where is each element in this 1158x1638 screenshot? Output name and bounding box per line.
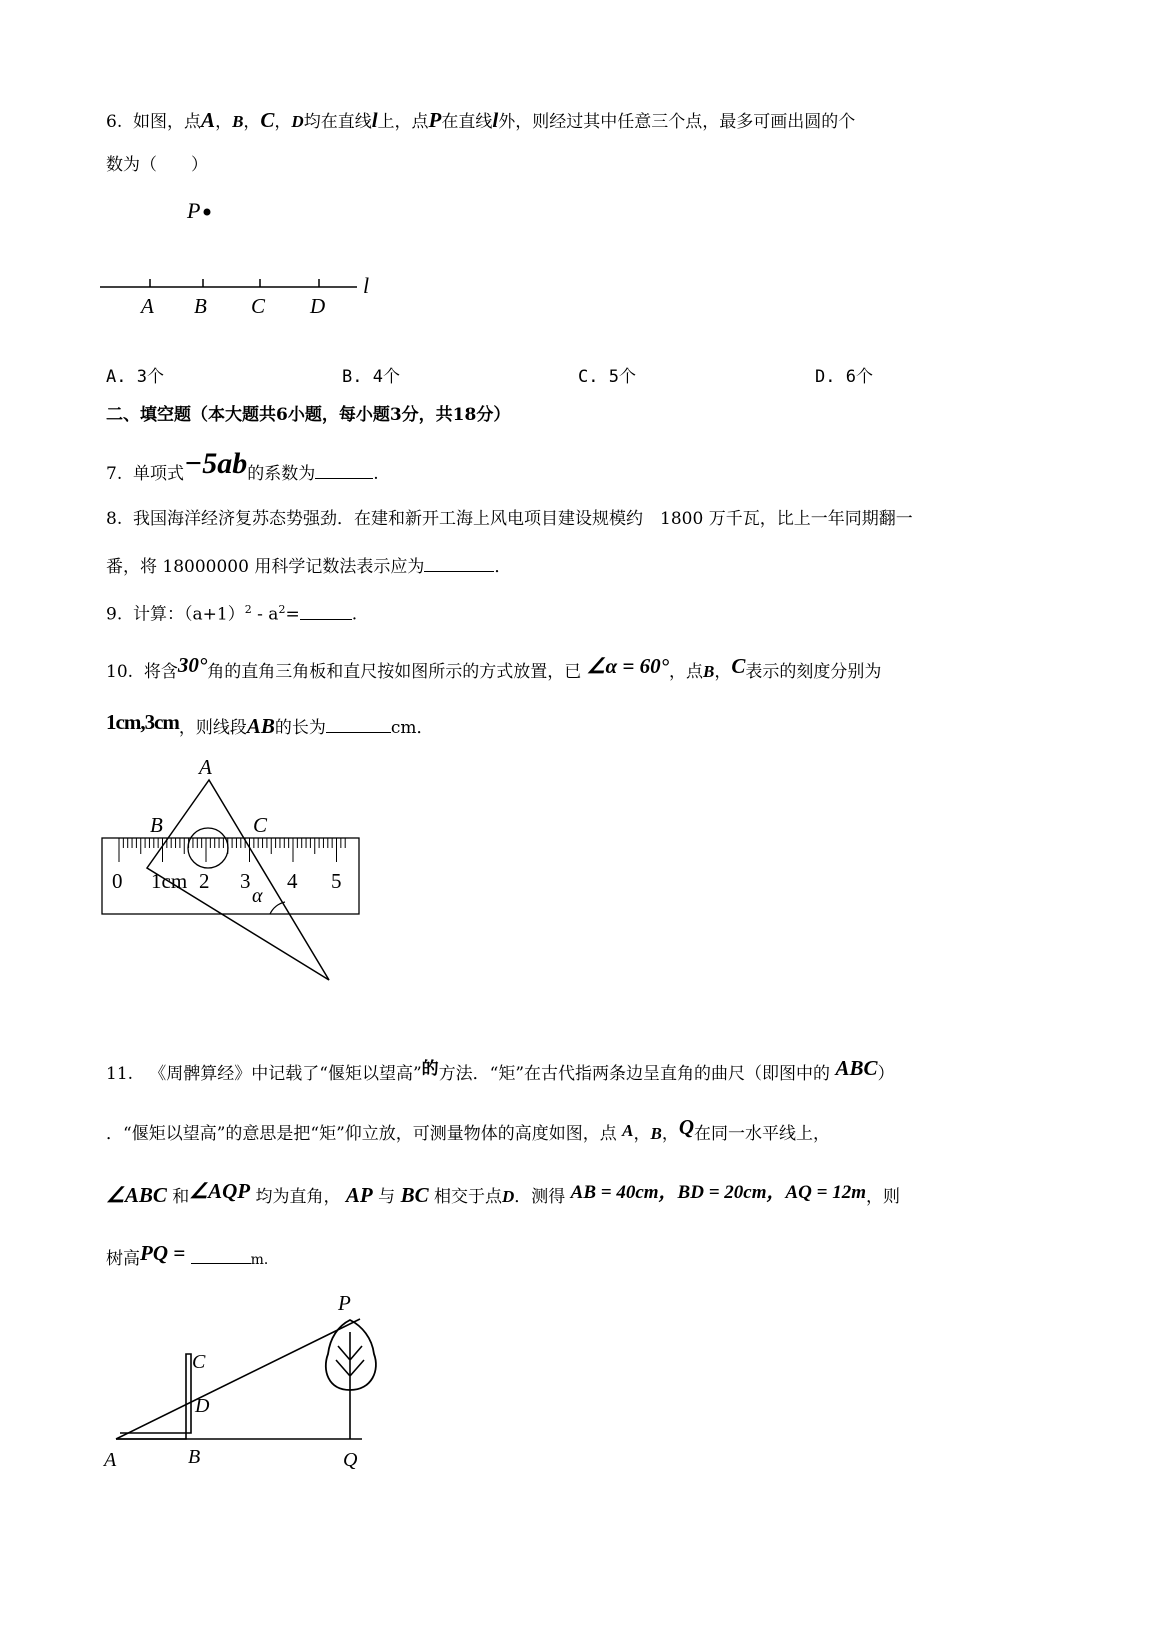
q11-fig-label-b: B [188, 1446, 201, 1468]
q10-text-4: 表示的刻度分别为 [745, 662, 882, 682]
q9-sup-2: 2 [278, 603, 286, 616]
q9-number: 9. [106, 604, 123, 625]
q9-text-1: 计算：（a+1） [133, 604, 245, 625]
q10-values: 1cm,3cm [106, 710, 179, 734]
q11-text-9: ．测得 [514, 1187, 566, 1207]
q6-option-c: C. 5个 [578, 367, 636, 387]
q6-text-6: 数为（ ） [106, 155, 208, 175]
q6-number: 6. [106, 112, 123, 132]
q10-text-3: ，点 [668, 662, 703, 682]
q10-segment-ab: AB [246, 714, 275, 738]
q10-text-1: 将含 [143, 662, 178, 682]
q10-fig-label-b: B [150, 813, 163, 837]
q7-text-1: 单项式 [133, 464, 185, 484]
q10-tick-label-1cm: 1cm [151, 869, 188, 893]
q6-point-a: A [201, 108, 216, 132]
q9-sup-1: 2 [244, 603, 252, 616]
q11-point-a: A [622, 1121, 634, 1140]
q11-pq: PQ = [140, 1241, 186, 1265]
q6-option-a: A. 3个 [106, 367, 164, 387]
q10-tick-label-0: 0 [112, 869, 123, 893]
q11-fig-label-c: C [192, 1351, 206, 1373]
q11-text-4: 在同一水平线上， [694, 1124, 831, 1144]
q9-text-2: - a [251, 604, 279, 625]
q6-fig-p-dot [204, 209, 211, 216]
q10-point-b: B [702, 662, 715, 681]
q7-text-2: 的系数为 [247, 464, 316, 484]
q10-line1 [106, 653, 882, 682]
q10-fig-label-a: A [199, 760, 212, 779]
q10-tick-label-4: 4 [287, 869, 298, 893]
q10-tick-label-5: 5 [331, 869, 342, 893]
q11-line1 [106, 1056, 895, 1084]
q7-end: . [373, 464, 379, 484]
q6-option-d: D. 6个 [815, 367, 873, 387]
q6-line-l2: l [492, 108, 499, 132]
q11-text-1c: 方法．“矩”在古代指两条边呈直角的曲尺（即图中的 [438, 1064, 831, 1084]
q10-point-c: C [731, 654, 746, 678]
q11-text-2: ） [877, 1064, 895, 1084]
q10-fig-label-alpha: α [252, 885, 263, 907]
q6-sep-1: ， [215, 112, 233, 132]
q11-tree-branches [336, 1332, 364, 1390]
q10-fig-label-c: C [253, 813, 268, 837]
q9-line [106, 604, 357, 624]
q10-sep: ， [714, 662, 732, 682]
q6-point-b: B [232, 112, 244, 131]
q6-line2 [106, 157, 208, 174]
q7-line [106, 447, 379, 485]
q6-fig-label-a: A [141, 294, 154, 318]
q6-point-p: P [428, 108, 442, 132]
q11-line-ap [116, 1319, 360, 1439]
q10-text-5: ，则线段 [178, 718, 247, 738]
q11-angle-aqp: ∠AQP [189, 1179, 251, 1203]
q11-fig-label-q: Q [343, 1449, 358, 1471]
q11-unit: m． [250, 1252, 278, 1268]
q7-answer-blank[interactable] [315, 464, 373, 479]
q6-text-4: 在直线 [441, 112, 493, 132]
q6-sep-2: ， [243, 112, 261, 132]
q11-point-q: Q [678, 1115, 695, 1139]
q11-text-1: 《周髀算经》中记载了“偃矩以望高” [149, 1064, 422, 1084]
q9-text-3: = [285, 604, 300, 625]
q6-line-l: l [371, 108, 378, 132]
q7-number: 7. [106, 464, 123, 484]
q11-sep-b: ， [661, 1124, 679, 1144]
q8-text-1: 我国海洋经济复苏态势强劲．在建和新开工海上风电项目建设规模约 1800 万千瓦，比上一年同期翻一 [133, 509, 913, 529]
q6-text-3: 上，点 [377, 112, 429, 132]
q11-text-5: 和 [172, 1187, 190, 1207]
q11-tree-crown [326, 1320, 376, 1390]
q6-fig-label-d: D [310, 294, 326, 318]
q6-point-c: C [260, 108, 275, 132]
q6-fig-label-l: l [363, 273, 370, 298]
q10-number: 10. [106, 662, 134, 682]
q11-fig-label-d: D [195, 1395, 210, 1417]
q8-text-2: 番，将 18000000 用科学记数法表示应为 [106, 557, 425, 577]
q11-text-7: 与 [378, 1187, 396, 1207]
q11-abc: ABC [835, 1056, 878, 1080]
q11-measurements: AB = 40cm，BD = 20cm，AQ = 12m [570, 1182, 866, 1203]
q11-line2 [106, 1115, 831, 1144]
q6-fig-label-c: C [251, 294, 266, 318]
q11-angle-abc: ∠ABC [106, 1183, 167, 1207]
q6-text-5: 外，则经过其中任意三个点，最多可画出圆的个 [498, 112, 856, 132]
q8-line1 [106, 511, 913, 528]
q10-tick-label-2: 2 [199, 869, 210, 893]
q6-fig-label-b: B [194, 294, 207, 318]
q11-text-1b: 的 [421, 1059, 439, 1079]
q10-figure [95, 760, 395, 1020]
q10-text-2: 角的直角三角板和直尺按如图所示的方式放置，已 [207, 662, 582, 682]
q10-unit: cm． [390, 718, 434, 738]
q6-figure [95, 195, 395, 325]
q11-text-6: 均为直角， [255, 1187, 341, 1207]
q11-sep-a: ， [633, 1124, 651, 1144]
q6-text-1: 如图，点 [133, 112, 202, 132]
q11-text-3: ．“偃矩以望高”的意思是把“矩”仰立放，可测量物体的高度如图，点 [106, 1124, 617, 1144]
q11-ruler-abc [116, 1354, 191, 1439]
q11-fig-label-p: P [338, 1291, 351, 1315]
q6-point-d: D [291, 112, 304, 131]
q9-answer-blank[interactable] [300, 605, 352, 620]
q9-end: . [351, 604, 358, 625]
q10-degree: 30° [177, 653, 208, 677]
q11-text-8: 相交于点 [433, 1187, 502, 1207]
q7-expression: −5ab [184, 447, 248, 480]
section-2-heading: 二、填空题（本大题共6小题，每小题3分，共18分） [106, 405, 511, 425]
q11-fig-label-a: A [104, 1449, 117, 1471]
q6-fig-p-label: P [187, 198, 201, 223]
q10-tick-label-3: 3 [240, 869, 251, 893]
q10-text-6: 的长为 [274, 718, 326, 738]
q11-text-11: 树高 [106, 1249, 140, 1269]
q11-line3 [106, 1179, 900, 1207]
q6-sep-3: ， [274, 112, 292, 132]
q11-answer-blank[interactable] [191, 1249, 251, 1264]
q10-circle [188, 828, 228, 868]
q11-point-d: D [501, 1187, 515, 1206]
q11-segment-ap: AP [345, 1183, 373, 1207]
q10-answer-blank[interactable] [326, 718, 391, 733]
q11-line4 [106, 1241, 278, 1269]
q8-number: 8. [106, 509, 123, 529]
q10-angle: ∠α = 60° [586, 654, 669, 678]
q8-end: ． [494, 557, 512, 577]
q11-text-10: ，则 [866, 1187, 900, 1207]
q8-answer-blank[interactable] [424, 557, 494, 572]
q8-line2 [106, 557, 511, 576]
q6-option-b: B. 4个 [342, 367, 400, 387]
q11-number: 11. [106, 1064, 134, 1084]
q11-figure [100, 1288, 420, 1488]
q6-line1 [106, 110, 855, 131]
q10-line2 [106, 710, 434, 738]
q6-text-2: 均在直线 [303, 112, 372, 132]
q11-point-b: B [650, 1124, 662, 1143]
q11-segment-bc: BC [400, 1183, 429, 1207]
